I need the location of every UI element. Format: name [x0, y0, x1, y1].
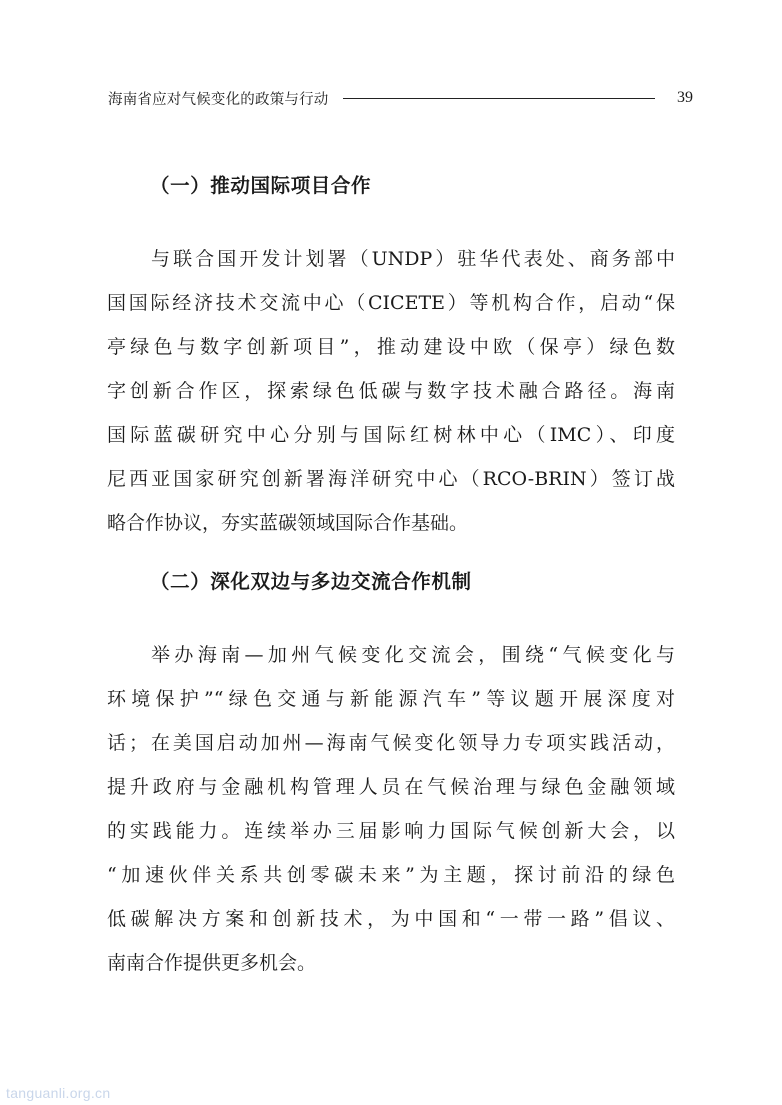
paragraph-line: 与联合国开发计划署（UNDP）驻华代表处、商务部中 [151, 248, 675, 270]
paragraph-line: 低碳解决方案和创新技术，为中国和“一带一路”倡议、 [107, 908, 675, 930]
paragraph-1 [107, 237, 675, 545]
section-heading-2: （二）深化双边与多边交流合作机制 [150, 570, 472, 593]
paragraph-line: “加速伙伴关系共创零碳未来”为主题，探讨前沿的绿色 [107, 864, 675, 886]
paragraph-line: 国国际经济技术交流中心（CICETE）等机构合作，启动“保 [107, 292, 675, 314]
header-rule [343, 98, 656, 99]
paragraph-line: 字创新合作区，探索绿色低碳与数字技术融合路径。海南 [107, 380, 675, 402]
paragraph-2 [107, 633, 675, 985]
paragraph-line: 国际蓝碳研究中心分别与国际红树林中心（IMC）、印度 [107, 424, 675, 446]
paragraph-line: 尼西亚国家研究创新署海洋研究中心（RCO-BRIN）签订战 [107, 468, 675, 490]
paragraph-line: 环境保护”“绿色交通与新能源汽车”等议题开展深度对 [107, 688, 675, 710]
page-header [108, 84, 693, 112]
paragraph-line: 南南合作提供更多机会。 [107, 952, 317, 974]
paragraph-line: 提升政府与金融机构管理人员在气候治理与绿色金融领域 [107, 776, 675, 798]
page-number: 39 [677, 89, 693, 106]
running-header-title: 海南省应对气候变化的政策与行动 [108, 91, 329, 108]
paragraph-line: 话；在美国启动加州—海南气候变化领导力专项实践活动， [107, 732, 675, 754]
paragraph-line: 举办海南—加州气候变化交流会，围绕“气候变化与 [151, 644, 675, 666]
paragraph-line: 亭绿色与数字创新项目”，推动建设中欧（保亭）绿色数 [107, 336, 675, 358]
paragraph-line: 的实践能力。连续举办三届影响力国际气候创新大会，以 [107, 820, 675, 842]
paragraph-line: 略合作协议，夯实蓝碳领域国际合作基础。 [107, 512, 469, 534]
section-heading-1: （一）推动国际项目合作 [150, 174, 372, 197]
watermark: tanguanli.org.cn [6, 1085, 111, 1101]
